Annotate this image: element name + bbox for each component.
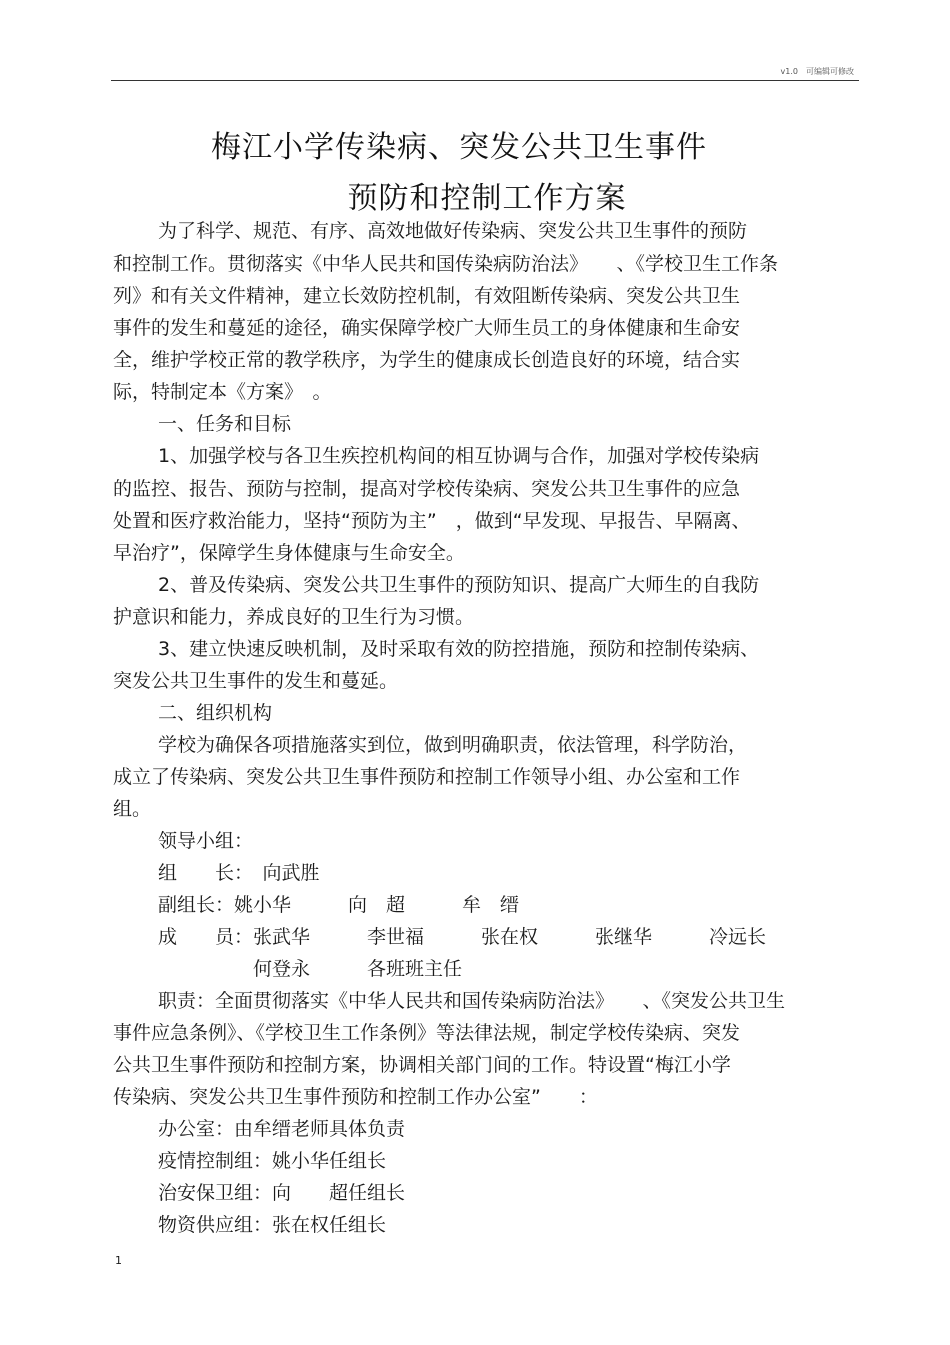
body-line: 和控制工作。贯彻落实《中华人民共和国传染病防治法》 、《学校卫生工作条 (113, 253, 779, 275)
section-heading: 一、任务和目标 (158, 413, 292, 435)
body-line: 2、普及传染病、突发公共卫生事件的预防知识、提高广大师生的自我防 (158, 574, 760, 596)
body-line: 际，特制定本《方案》 。 (113, 381, 332, 403)
section-heading: 二、组织机构 (158, 702, 273, 724)
body-line: 组。 (113, 798, 152, 820)
body-line: 副组长：姚小华 向 超 牟 缙 (158, 894, 520, 916)
body-line: 学校为确保各项措施落实到位，做到明确职责，依法管理，科学防治， (158, 734, 748, 756)
body-line: 3、建立快速反映机制，及时采取有效的防控措施，预防和控制传染病、 (158, 638, 760, 660)
body-line: 全，维护学校正常的教学秩序，为学生的健康成长创造良好的环境，结合实 (113, 349, 741, 371)
body-line: 办公室：由牟缙老师具体负责 (158, 1118, 406, 1140)
body-line: 疫情控制组：姚小华任组长 (158, 1150, 387, 1172)
version-note: v1.0 可编辑可修改 (780, 67, 854, 76)
document-title-line-1: 梅江小学传染病、突发公共卫生事件 (211, 130, 707, 165)
page-number: 1 (115, 1254, 122, 1267)
body-line: 传染病、突发公共卫生事件预防和控制工作办公室” ： (113, 1086, 598, 1108)
body-line: 成立了传染病、突发公共卫生事件预防和控制工作领导小组、办公室和工作 (113, 766, 741, 788)
body-line: 为了科学、规范、有序、高效地做好传染病、突发公共卫生事件的预防 (158, 220, 748, 242)
body-line: 治安保卫组：向 超任组长 (158, 1182, 406, 1204)
body-line: 成 员：张武华 李世福 张在权 张继华 冷远长 (158, 926, 767, 948)
body-line: 突发公共卫生事件的发生和蔓延。 (113, 670, 399, 692)
body-line: 事件的发生和蔓延的途径，确实保障学校广大师生员工的身体健康和生命安 (113, 317, 741, 339)
body-line: 何登永 各班班主任 (158, 958, 463, 980)
body-line: 1、加强学校与各卫生疾控机构间的相互协调与合作，加强对学校传染病 (158, 445, 760, 467)
body-line: 职责：全面贯彻落实《中华人民共和国传染病防治法》 、《突发公共卫生 (158, 990, 786, 1012)
body-line: 的监控、报告、预防与控制，提高对学校传染病、突发公共卫生事件的应急 (113, 478, 741, 500)
body-line: 护意识和能力，养成良好的卫生行为习惯。 (113, 606, 475, 628)
body-line: 物资供应组：张在权任组长 (158, 1214, 387, 1236)
body-line: 事件应急条例》、《学校卫生工作条例》等法律法规，制定学校传染病、突发 (113, 1022, 741, 1044)
body-line: 列》和有关文件精神，建立长效防控机制，有效阻断传染病、突发公共卫生 (113, 285, 741, 307)
body-line: 组 长： 向武胜 (158, 862, 320, 884)
body-line: 早治疗”，保障学生身体健康与生命安全。 (113, 542, 465, 564)
body-line: 公共卫生事件预防和控制方案，协调相关部门间的工作。特设置“梅江小学 (113, 1054, 731, 1076)
header-divider (111, 80, 859, 81)
body-line: 处置和医疗救治能力，坚持“预防为主” ，做到“早发现、早报告、早隔离、 (113, 510, 751, 532)
body-line: 领导小组： (158, 830, 254, 852)
document-title-line-2: 预防和控制工作方案 (347, 181, 627, 216)
